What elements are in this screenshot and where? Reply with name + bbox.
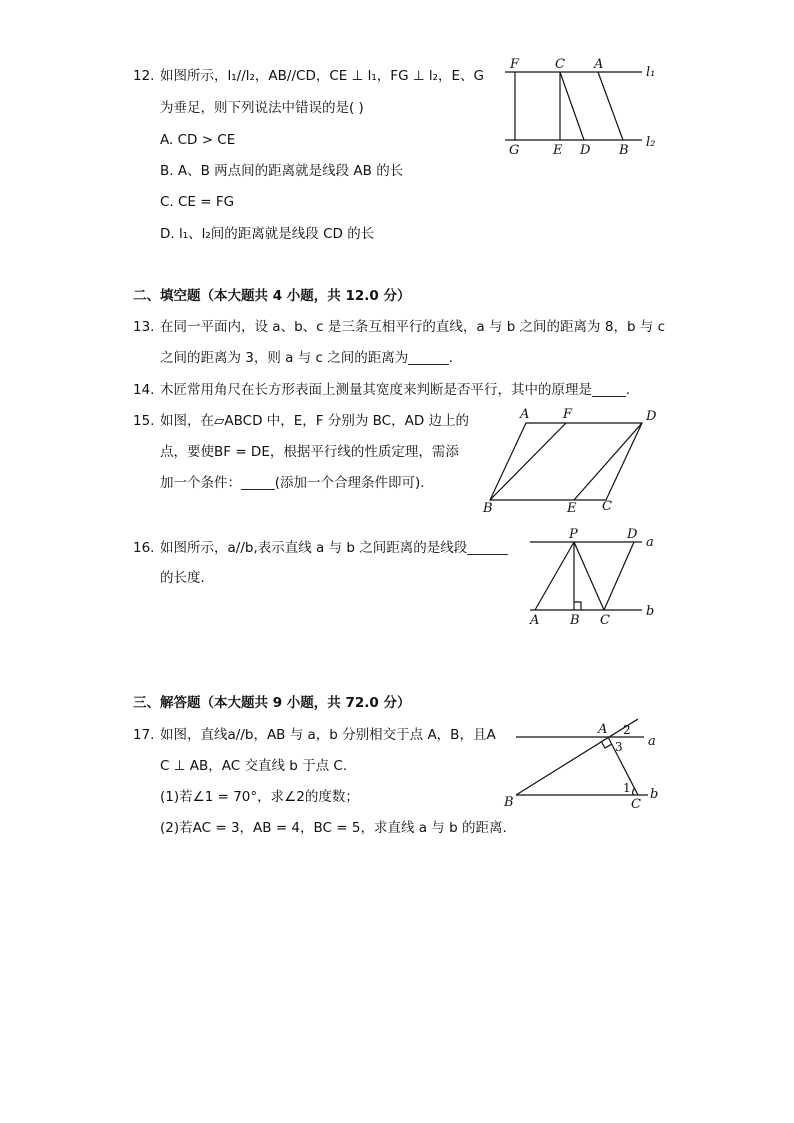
segment-dc bbox=[604, 542, 634, 610]
q15-line2: 点，要使BF = DE，根据平行线的性质定理，需添 bbox=[160, 444, 459, 460]
q16-line2: 的长度. bbox=[160, 570, 205, 586]
label-f: F bbox=[510, 57, 520, 72]
q12-option-a: A. CD > CE bbox=[160, 132, 236, 148]
label-a: A bbox=[594, 57, 604, 72]
segment-de bbox=[574, 423, 642, 500]
label-d: D bbox=[627, 527, 638, 542]
q16-number: 16. bbox=[133, 540, 155, 556]
section-2-heading: 二、填空题（本大题共 4 小题，共 12.0 分） bbox=[133, 288, 411, 304]
q12-option-c: C. CE = FG bbox=[160, 194, 235, 210]
q17-figure bbox=[500, 714, 670, 814]
parallelogram-abcd bbox=[490, 423, 642, 500]
section-3-heading: 三、解答题（本大题共 9 小题，共 72.0 分） bbox=[133, 695, 411, 711]
q12-option-d: D. l₁、l₂间的距离就是线段 CD 的长 bbox=[160, 226, 375, 242]
label-c: C bbox=[631, 797, 641, 812]
label-b: b bbox=[646, 604, 655, 619]
label-d: D bbox=[646, 409, 657, 424]
q17-part1: (1)若∠1 = 70°，求∠2的度数； bbox=[160, 789, 359, 805]
q14-line1: 木匠常用角尺在长方形表面上测量其宽度来判断是否平行，其中的原理是_____. bbox=[160, 382, 631, 398]
label-e: E bbox=[553, 143, 563, 158]
q17-line1: 如图，直线a//b，AB 与 a，b 分别相交于点 A，B，且A bbox=[160, 727, 496, 743]
q17-line2: C ⊥ AB，AC 交直线 b 于点 C. bbox=[160, 758, 348, 774]
right-angle-mark bbox=[574, 602, 581, 610]
q15-line1: 如图，在▱ABCD 中，E，F 分别为 BC，AD 边上的 bbox=[160, 413, 470, 429]
segment-ab bbox=[598, 72, 623, 140]
q15-number: 15. bbox=[133, 413, 155, 429]
label-l1: l₁ bbox=[646, 65, 656, 80]
q15-line3: 加一个条件：_____(添加一个合理条件即可). bbox=[160, 475, 425, 491]
label-3: 3 bbox=[615, 740, 623, 754]
label-b: b bbox=[650, 787, 659, 802]
q13-number: 13. bbox=[133, 319, 155, 335]
label-2: 2 bbox=[623, 723, 631, 737]
q17-part2: (2)若AC = 3，AB = 4，BC = 5，求直线 a 与 b 的距离. bbox=[160, 820, 507, 836]
q14-number: 14. bbox=[133, 382, 155, 398]
label-a: A bbox=[520, 407, 530, 422]
label-b: B bbox=[483, 501, 493, 516]
q16-line1: 如图所示，a//b,表示直线 a 与 b 之间距离的是线段______ bbox=[160, 540, 508, 556]
label-b-point: B bbox=[570, 613, 580, 628]
label-a-point: A bbox=[598, 722, 608, 737]
q16-figure bbox=[524, 526, 664, 628]
label-c: C bbox=[600, 613, 610, 628]
q13-line1: 在同一平面内，设 a、b、c 是三条互相平行的直线，a 与 b 之间的距离为 8，b 与 c bbox=[160, 319, 666, 335]
label-d: D bbox=[580, 143, 591, 158]
label-1: 1 bbox=[623, 781, 631, 795]
q15-figure bbox=[480, 404, 670, 516]
label-f: F bbox=[563, 407, 573, 422]
label-a: a bbox=[646, 535, 654, 550]
label-l2: l₂ bbox=[646, 135, 656, 150]
label-a: a bbox=[648, 734, 656, 749]
segment-cd bbox=[560, 72, 584, 140]
label-b: B bbox=[619, 143, 629, 158]
q12-stem-line1: 如图所示，l₁//l₂，AB//CD，CE ⊥ l₁，FG ⊥ l₂，E、G bbox=[160, 68, 485, 84]
q12-option-b: B. A、B 两点间的距离就是线段 AB 的长 bbox=[160, 163, 404, 179]
label-b-point: B bbox=[504, 795, 514, 810]
label-c: C bbox=[602, 499, 612, 514]
q12-figure bbox=[500, 56, 670, 160]
segment-bf bbox=[490, 423, 566, 500]
q17-number: 17. bbox=[133, 727, 155, 743]
q12-number: 12. bbox=[133, 68, 155, 84]
label-e: E bbox=[567, 501, 577, 516]
label-a-point: A bbox=[530, 613, 540, 628]
segment-ab-extended bbox=[516, 719, 638, 795]
angle-1-arc bbox=[633, 788, 635, 795]
q12-stem-line2: 为垂足，则下列说法中错误的是( ) bbox=[160, 100, 364, 116]
segment-pa bbox=[535, 542, 574, 610]
label-p: P bbox=[569, 527, 578, 542]
label-g: G bbox=[509, 143, 520, 158]
label-c: C bbox=[555, 57, 565, 72]
q13-line2: 之间的距离为 3，则 a 与 c 之间的距离为______. bbox=[160, 350, 454, 366]
segment-pc bbox=[574, 542, 604, 610]
